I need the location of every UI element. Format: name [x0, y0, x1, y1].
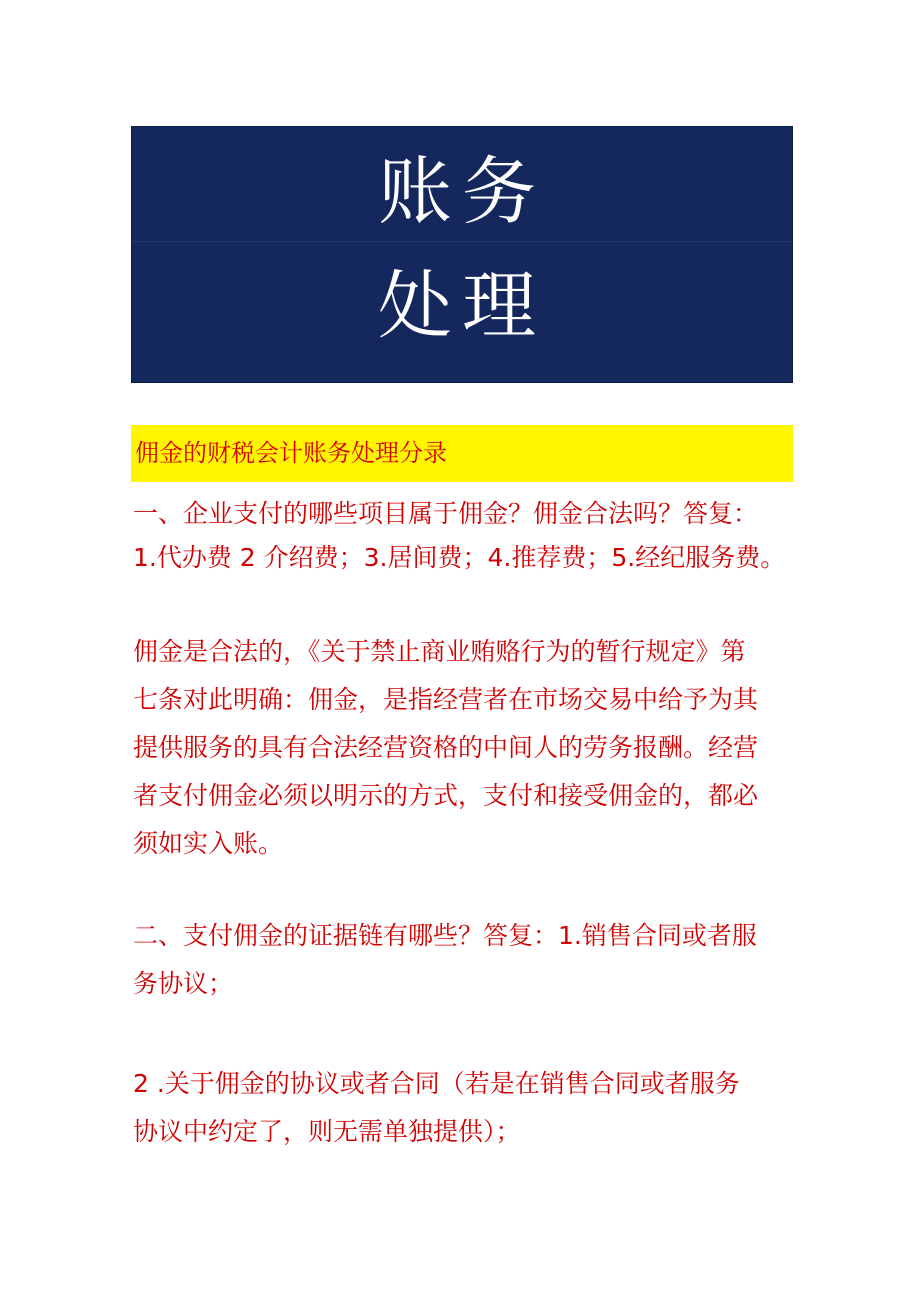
paragraph-4 — [133, 1060, 740, 1156]
paragraph-line: 者支付佣金必须以明示的方式，支付和接受佣金的，都必 — [133, 781, 759, 810]
paragraph-line: 务协议； — [133, 969, 234, 998]
paragraph-2 — [133, 628, 758, 868]
paragraph-line: 七条对此明确：佣金，是指经营者在市场交易中给予为其 — [133, 685, 759, 714]
cover-banner — [131, 126, 793, 383]
paragraph-1 — [133, 492, 785, 580]
section-heading: 佣金的财税会计账务处理分录 — [131, 425, 793, 482]
paragraph-line: 佣金是合法的，《关于禁止商业贿赂行为的暂行规定》第 — [133, 637, 746, 666]
cover-title-line1: 账务 — [378, 149, 546, 235]
paragraph-line: 须如实入账。 — [133, 829, 284, 858]
paragraph-line: 2 .关于佣金的协议或者合同（若是在销售合同或者服务 — [133, 1069, 740, 1098]
paragraph-line: 一、企业支付的哪些项目属于佣金？佣金合法吗？答复： — [133, 499, 759, 528]
paragraph-line: 二、支付佣金的证据链有哪些？答复：1.销售合同或者服 — [133, 921, 757, 950]
paragraph-line: 提供服务的具有合法经营资格的中间人的劳务报酬。经营 — [133, 733, 759, 762]
paragraph-line: 协议中约定了，则无需单独提供）； — [133, 1117, 521, 1146]
paragraph-3 — [133, 912, 757, 1008]
cover-divider — [132, 241, 792, 242]
paragraph-line: 1.代办费 2 介绍费；3.居间费；4.推荐费；5.经纪服务费。 — [133, 543, 786, 572]
cover-title-line2: 处理 — [378, 263, 546, 349]
